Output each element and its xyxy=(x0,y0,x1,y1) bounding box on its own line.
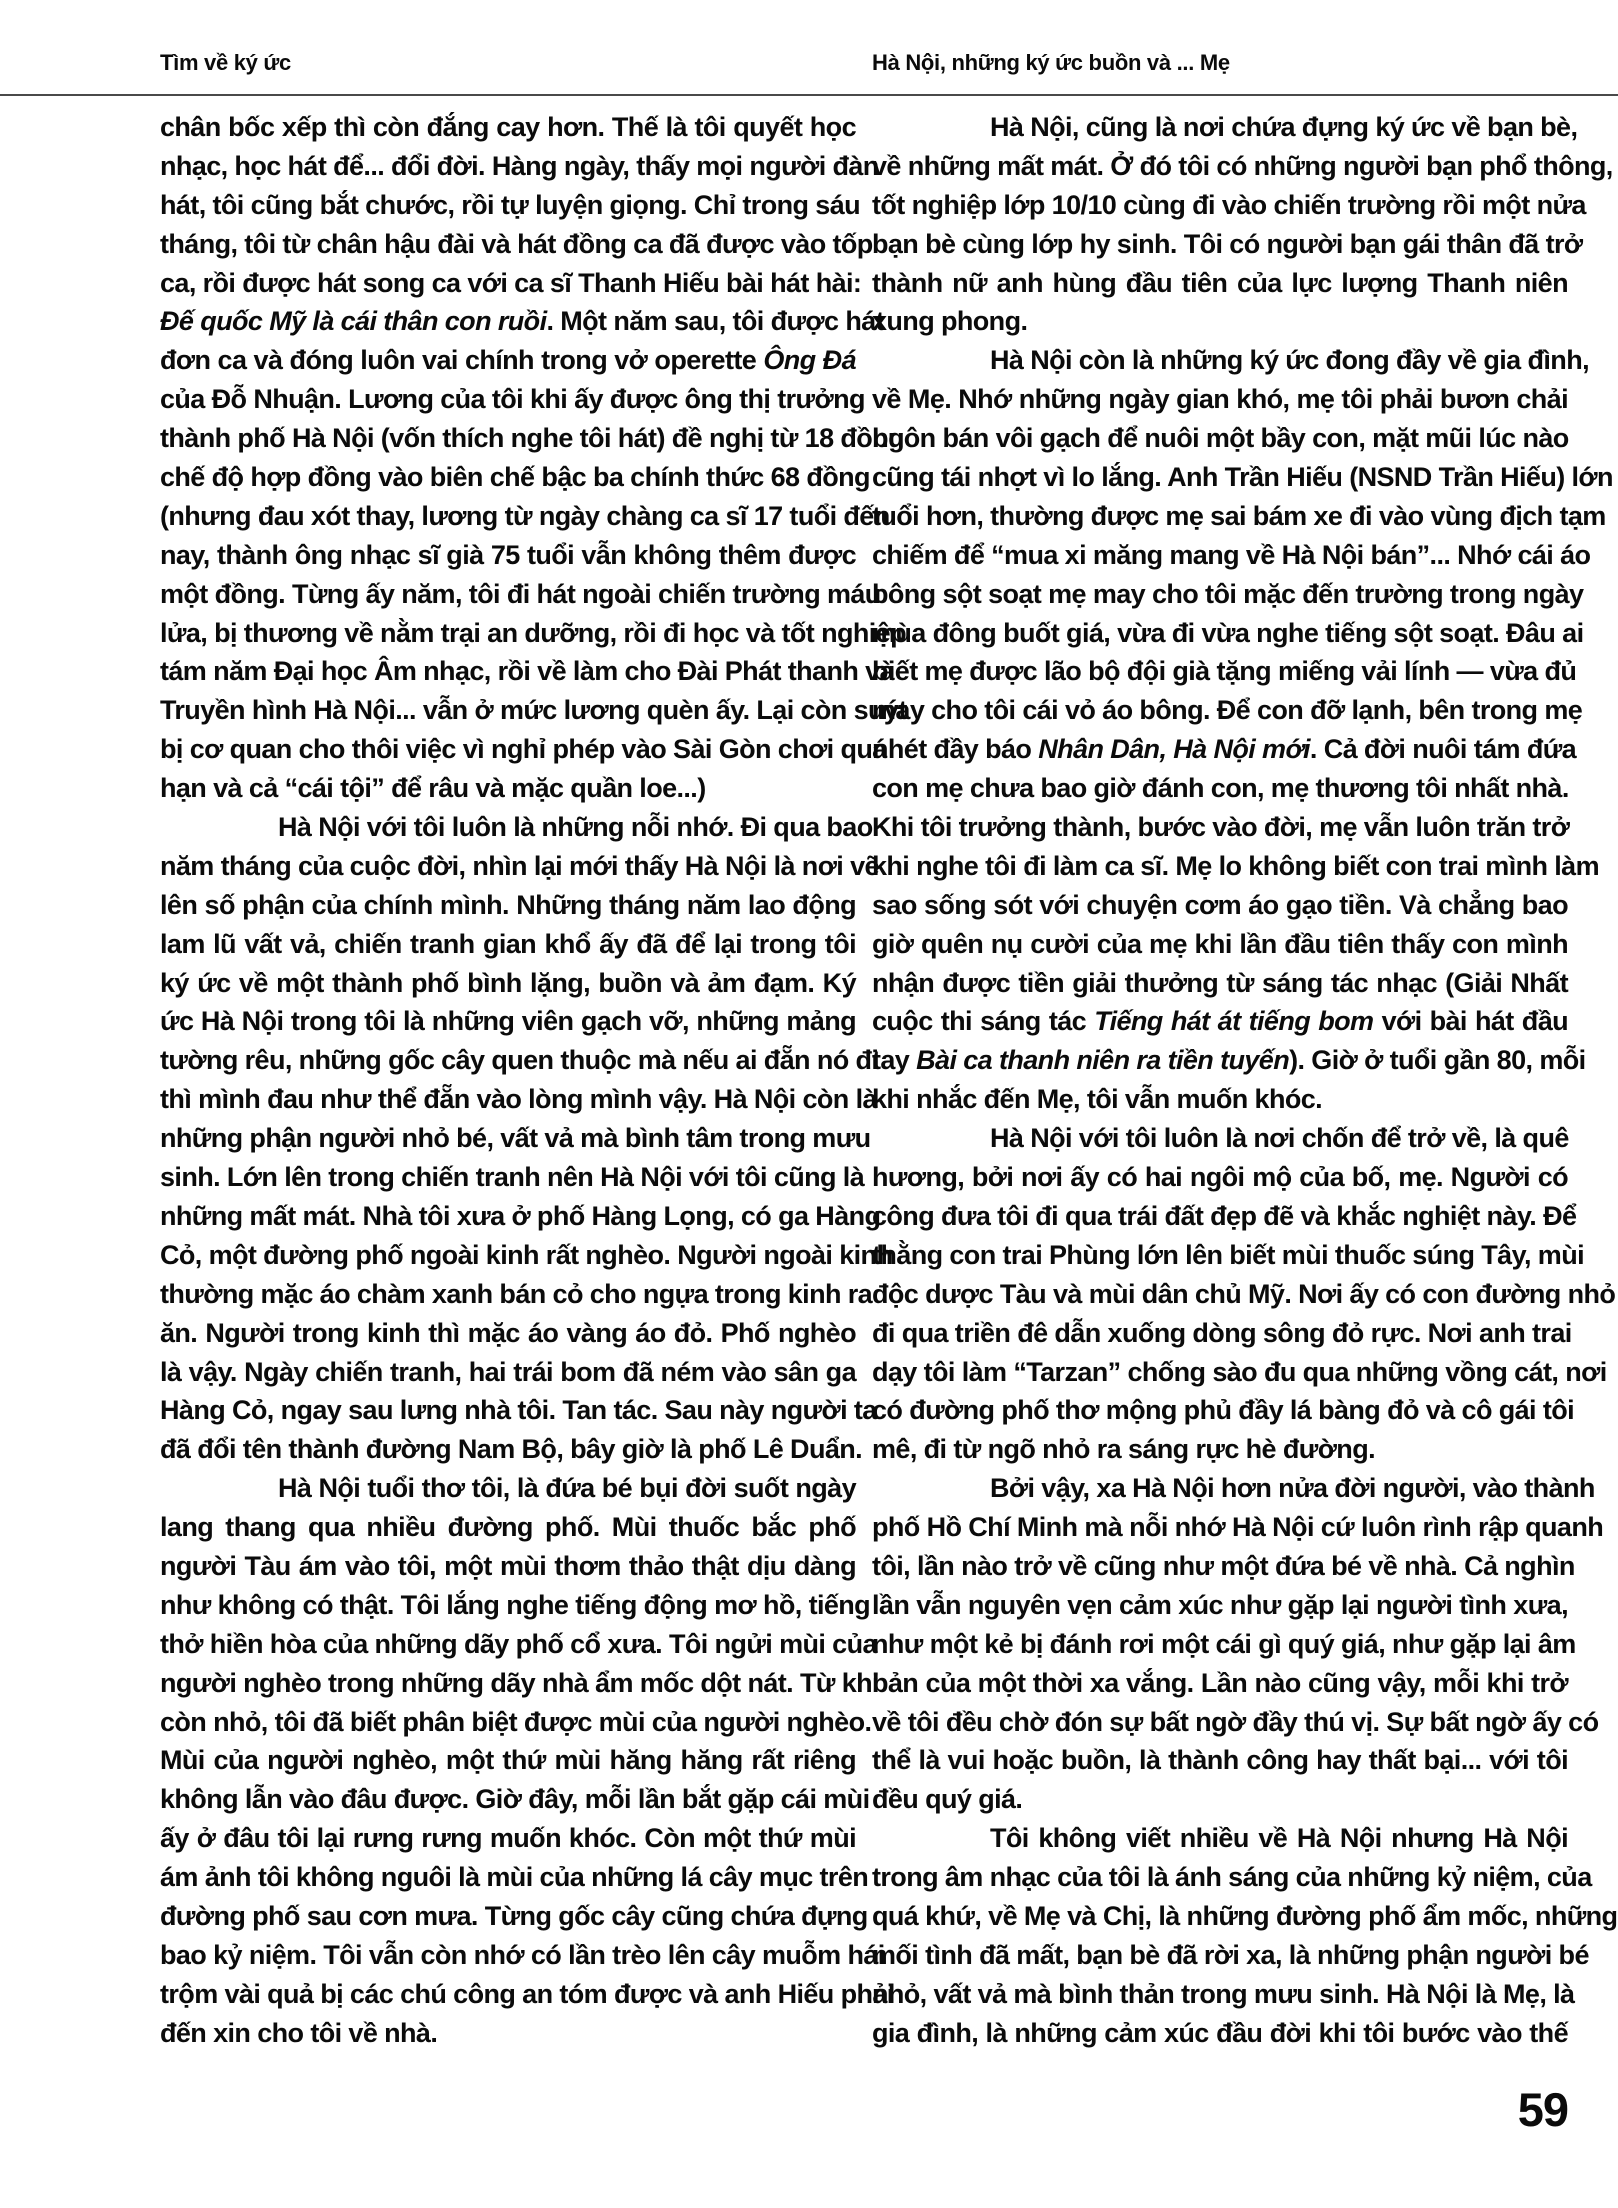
text-line: con mẹ chưa bao giờ đánh con, mẹ thương tôi nhất nhà. xyxy=(872,773,1569,804)
text-line: ăn. Người trong kinh thì mặc áo vàng áo đỏ. Phố nghèo xyxy=(160,1317,856,1348)
text-line: đi qua triền đê dẫn xuống dòng sông đỏ rực. Nơi anh trai xyxy=(872,1317,1572,1348)
text-line: ca, rồi được hát song ca với ca sĩ Thanh Hiếu bài hát hài: xyxy=(160,267,862,298)
text-line: quá khứ, về Mẹ và Chị, là những đường phố ẩm mốc, những xyxy=(872,1900,1618,1931)
text-line: biết mẹ được lão bộ đội già tặng miếng vải lính — vừa đủ xyxy=(872,656,1577,687)
text-line: mùa đông buốt giá, vừa đi vừa nghe tiếng sột soạt. Đâu ai xyxy=(872,617,1584,648)
text-line: của Đỗ Nhuận. Lương của tôi khi ấy được ông thị trưởng xyxy=(160,384,865,415)
text-line: Mùi của người nghèo, một thứ mùi hăng hăng rất riêng xyxy=(160,1745,856,1776)
text-line: những phận người nhỏ bé, vất vả mà bình tâm trong mưu xyxy=(160,1123,871,1154)
text-line: sinh. Lớn lên trong chiến tranh nên Hà Nội với tôi cũng là xyxy=(160,1162,865,1193)
text-line: ký ức về một thành phố bình lặng, buồn và ảm đạm. Ký xyxy=(160,967,856,998)
text-line: người Tàu ám vào tôi, một mùi thơm thảo thật dịu dàng xyxy=(160,1550,856,1581)
text-line: lửa, bị thương về nằm trại an dưỡng, rồi đi học và tốt nghiệp xyxy=(160,617,906,648)
text-line: năm tháng của cuộc đời, nhìn lại mới thấy Hà Nội là nơi vẽ xyxy=(160,850,879,881)
text-line: Hà Nội với tôi luôn là những nỗi nhớ. Đi qua bao xyxy=(278,812,873,843)
text-line: Bởi vậy, xa Hà Nội hơn nửa đời người, vào thành xyxy=(990,1473,1595,1504)
text-line: là vậy. Ngày chiến tranh, hai trái bom đã ném vào sân ga xyxy=(160,1356,856,1387)
text-line: như một kẻ bị đánh rơi một cái gì quý giá, như gặp lại âm xyxy=(872,1628,1576,1659)
text-line: buôn bán vôi gạch để nuôi một bầy con, mặt mũi lúc nào xyxy=(872,423,1569,454)
text-line: thở hiền hòa của những dãy phố cổ xưa. Tôi ngửi mùi của xyxy=(160,1628,877,1659)
text-line: lên số phận của chính mình. Những tháng năm lao động xyxy=(160,889,856,920)
text-line: hạn và cả “cái tội” để râu và mặc quần loe...) xyxy=(160,773,706,804)
text-line: đã đổi tên thành đường Nam Bộ, bây giờ là phố Lê Duẩn. xyxy=(160,1434,863,1465)
text-line: có đường phố thơ mộng phủ đầy lá bàng đỏ và cô gái tôi xyxy=(872,1395,1575,1426)
text-line: phố Hồ Chí Minh mà nỗi nhớ Hà Nội cứ luôn rình rập quanh xyxy=(872,1512,1604,1543)
text-line: hát, tôi cũng bắt chước, rồi tự luyện giọng. Chỉ trong sáu xyxy=(160,189,861,220)
running-head-left: Tìm về ký ức xyxy=(160,50,291,75)
text-line: ức Hà Nội trong tôi là những viên gạch vỡ, những mảng xyxy=(160,1006,856,1037)
text-line: lang thang qua nhiều đường phố. Mùi thuốc bắc phố xyxy=(160,1512,856,1543)
text-line: may cho tôi cái vỏ áo bông. Để con đỡ lạnh, bên trong mẹ xyxy=(872,695,1583,726)
text-line: tôi, lần nào trở về cũng như một đứa bé về nhà. Cả nghìn xyxy=(872,1550,1575,1581)
text-line: Hà Nội, cũng là nơi chứa đựng ký ức về bạn bè, xyxy=(990,112,1578,142)
text-line: Đế quốc Mỹ là cái thân con ruồi. Một năm sau, tôi được hát xyxy=(160,306,885,337)
text-line: Khi tôi trưởng thành, bước vào đời, mẹ vẫn luôn trăn trở xyxy=(872,812,1570,843)
text-line: khi nghe tôi đi làm ca sĩ. Mẹ lo không biết con trai mình làm xyxy=(872,850,1600,881)
text-line: Hà Nội với tôi luôn là nơi chốn để trở về, là quê xyxy=(990,1123,1569,1154)
text-line: thì mình đau như thể đẵn vào lòng mình vậy. Hà Nội còn là xyxy=(160,1084,877,1115)
text-line: ám ảnh tôi không nguôi là mùi của những lá cây mục trên xyxy=(160,1862,869,1893)
text-line: tốt nghiệp lớp 10/10 cùng đi vào chiến trường rồi một nửa xyxy=(872,189,1586,220)
text-line: trong âm nhạc của tôi là ánh sáng của những kỷ niệm, của xyxy=(872,1862,1592,1893)
text-line: về Mẹ. Nhớ những ngày gian khó, mẹ tôi phải bươn chải xyxy=(872,384,1568,415)
text-line: gia đình, là những cảm xúc đầu đời khi tôi bước vào thế xyxy=(872,2017,1568,2048)
text-line: lần vẫn nguyên vẹn cảm xúc như gặp lại người tình xưa, xyxy=(872,1589,1568,1620)
text-line: công đưa tôi đi qua trái đất đẹp đẽ và khắc nghiệt này. Để xyxy=(872,1200,1577,1231)
text-line: thành phố Hà Nội (vốn thích nghe tôi hát) đề nghị từ 18 đồng xyxy=(160,423,904,454)
text-line: đơn ca và đóng luôn vai chính trong vở operette Ông Đá xyxy=(160,345,856,376)
text-line: chế độ hợp đồng vào biên chế bậc ba chính thức 68 đồng xyxy=(160,462,870,493)
text-line: chiếm để “mua xi măng mang về Hà Nội bán”... Nhớ cái áo xyxy=(872,539,1591,570)
header-divider xyxy=(0,94,1618,96)
text-line: sao sống sót với chuyện cơm áo gạo tiền. Và chẳng bao xyxy=(872,889,1568,920)
text-line: bao kỷ niệm. Tôi vẫn còn nhớ có lần trèo lên cây muỗm hái xyxy=(160,1939,885,1970)
running-head-right: Hà Nội, những ký ức buồn và ... Mẹ xyxy=(872,50,1230,75)
text-line: mê, đi từ ngõ nhỏ ra sáng rực hè đường. xyxy=(872,1434,1375,1465)
text-line: tuổi hơn, thường được mẹ sai bám xe đi vào vùng địch tạm xyxy=(872,500,1606,531)
text-line: độc dược Tàu và mùi dân chủ Mỹ. Nơi ấy có con đường nhỏ xyxy=(872,1278,1616,1309)
text-line: về tôi đều chờ đón sự bất ngờ đầy thú vị. Sự bất ngờ ấy có xyxy=(872,1706,1599,1737)
text-line: trộm vài quả bị các chú công an tóm được và anh Hiếu phải xyxy=(160,1978,894,2009)
text-line: tường rêu, những gốc cây quen thuộc mà nếu ai đẵn nó đi xyxy=(160,1045,879,1076)
text-line: hương, bởi nơi ấy có hai ngôi mộ của bố, mẹ. Người có xyxy=(872,1162,1568,1193)
text-line: những mất mát. Nhà tôi xưa ở phố Hàng Lọng, có ga Hàng xyxy=(160,1200,881,1231)
text-line: nhận được tiền giải thưởng từ sáng tác nhạc (Giải Nhất xyxy=(872,967,1568,998)
text-line: bị cơ quan cho thôi việc vì nghỉ phép vào Sài Gòn chơi quá xyxy=(160,734,887,765)
text-line: không lẫn vào đâu được. Giờ đây, mỗi lần bắt gặp cái mùi xyxy=(160,1784,870,1815)
text-line: còn nhỏ, tôi đã biết phân biệt được mùi của người nghèo. xyxy=(160,1706,872,1737)
text-line: tám năm Đại học Âm nhạc, rồi về làm cho Đài Phát thanh và xyxy=(160,656,894,687)
text-line: cũng tái nhợt vì lo lắng. Anh Trần Hiếu (NSND Trần Hiếu) lớn xyxy=(872,462,1613,493)
text-line: nay, thành ông nhạc sĩ già 75 tuổi vẫn không thêm được xyxy=(160,539,856,570)
text-line: dạy tôi làm “Tarzan” chống sào đu qua những vồng cát, nơi xyxy=(872,1356,1607,1387)
page-number: 59 xyxy=(1517,2083,1568,2136)
text-line: mối tình đã mất, bạn bè đã rời xa, là những phận người bé xyxy=(872,1939,1589,1970)
text-line: đều quý giá. xyxy=(872,1784,1023,1815)
text-line: nhạc, học hát để... đổi đời. Hàng ngày, thấy mọi người đàn xyxy=(160,150,879,181)
text-line: chân bốc xếp thì còn đắng cay hơn. Thế là tôi quyết học xyxy=(160,112,856,142)
text-column-left xyxy=(160,108,907,2053)
text-line: Tôi không viết nhiều về Hà Nội nhưng Hà Nội xyxy=(990,1823,1568,1854)
text-line: cuộc thi sáng tác Tiếng hát át tiếng bom với bài hát đầu xyxy=(872,1006,1569,1037)
text-line: Hà Nội còn là những ký ức đong đầy về gia đình, xyxy=(990,345,1589,376)
text-line: (nhưng đau xót thay, lương từ ngày chàng ca sĩ 17 tuổi đến xyxy=(160,500,890,531)
text-line: như không có thật. Tôi lắng nghe tiếng động mơ hồ, tiếng xyxy=(160,1589,871,1620)
text-line: tay Bài ca thanh niên ra tiền tuyến). Giờ ở tuổi gần 80, mỗi xyxy=(872,1045,1586,1076)
text-line: khi nhắc đến Mẹ, tôi vẫn muốn khóc. xyxy=(872,1084,1323,1115)
text-line: về những mất mát. Ở đó tôi có những người bạn phổ thông, xyxy=(872,150,1613,181)
text-line: nhỏ, vất vả mà bình thản trong mưu sinh. Hà Nội là Mẹ, là xyxy=(872,1978,1575,2009)
text-line: xung phong. xyxy=(872,306,1028,337)
text-line: Hàng Cỏ, ngay sau lưng nhà tôi. Tan tác. Sau này người ta xyxy=(160,1395,877,1426)
text-line: người nghèo trong những dãy nhà ẩm mốc dột nát. Từ khi xyxy=(160,1667,879,1698)
text-line: thể là vui hoặc buồn, là thành công hay thất bại... với tôi xyxy=(872,1745,1568,1776)
text-line: thành nữ anh hùng đầu tiên của lực lượng Thanh niên xyxy=(872,267,1568,298)
text-line: ấy ở đâu tôi lại rưng rưng muốn khóc. Còn một thứ mùi xyxy=(160,1823,856,1854)
text-line: thằng con trai Phùng lớn lên biết mùi thuốc súng Tây, mùi xyxy=(872,1239,1585,1270)
text-line: bông sột soạt mẹ may cho tôi mặc đến trường trong ngày xyxy=(872,578,1584,609)
text-line: Cỏ, một đường phố ngoài kinh rất nghèo. Người ngoài kinh xyxy=(160,1239,893,1270)
text-line: Hà Nội tuổi thơ tôi, là đứa bé bụi đời suốt ngày xyxy=(278,1473,856,1504)
text-line: lam lũ vất vả, chiến tranh gian khổ ấy đã để lại trong tôi xyxy=(160,928,856,959)
text-line: Truyền hình Hà Nội... vẫn ở mức lương quèn ấy. Lại còn suýt xyxy=(160,695,907,726)
text-line: giờ quên nụ cười của mẹ khi lần đầu tiên thấy con mình xyxy=(872,928,1568,959)
text-line: đường phố sau cơn mưa. Từng gốc cây cũng chứa đựng xyxy=(160,1900,868,1931)
text-line: nhét đầy báo Nhân Dân, Hà Nội mới. Cả đời nuôi tám đứa xyxy=(872,734,1577,765)
text-column-right xyxy=(872,108,1618,2053)
text-line: đến xin cho tôi về nhà. xyxy=(160,2017,438,2048)
text-line: bản của một thời xa vắng. Lần nào cũng vậy, mỗi khi trở xyxy=(872,1667,1568,1698)
text-line: thường mặc áo chàm xanh bán cỏ cho ngựa trong kinh ra xyxy=(160,1278,873,1309)
text-line: bạn bè cùng lớp hy sinh. Tôi có người bạn gái thân đã trở xyxy=(872,228,1583,259)
text-line: tháng, tôi từ chân hậu đài và hát đồng ca đã được vào tốp xyxy=(160,228,873,259)
text-line: một đồng. Từng ấy năm, tôi đi hát ngoài chiến trường máu xyxy=(160,578,881,609)
